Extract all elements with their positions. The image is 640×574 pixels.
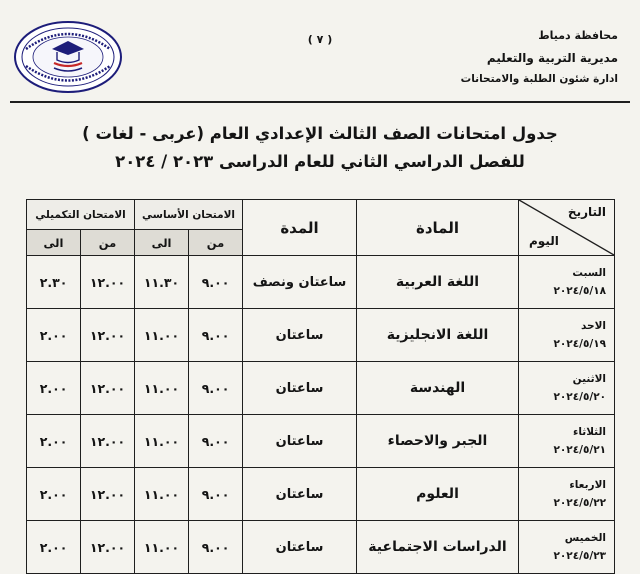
directorate-name: مديرية التربية والتعليم — [486, 51, 618, 65]
table-row — [27, 415, 615, 468]
basic-to-cell: ١١.٠٠ — [135, 362, 189, 415]
makeup-to-cell: ٢.٣٠ — [27, 256, 81, 309]
basic-exam-header: الامتحان الأساسي — [135, 200, 243, 230]
subject-cell: اللغة العربية — [357, 256, 519, 309]
subject-header: المادة — [357, 200, 519, 256]
date-day-header — [519, 200, 615, 256]
day-name: السبت — [572, 267, 607, 279]
subject-cell: الدراسات الاجتماعية — [357, 521, 519, 574]
makeup-from-cell: ١٢.٠٠ — [81, 468, 135, 521]
makeup-from-cell: ١٢.٠٠ — [81, 256, 135, 309]
date-cell — [519, 309, 615, 362]
subject-cell: اللغة الانجليزية — [357, 309, 519, 362]
duration-cell: ساعتان — [243, 309, 357, 362]
subject-cell: الجبر والاحصاء — [357, 415, 519, 468]
makeup-from-header: من — [81, 230, 135, 256]
makeup-to-cell: ٢.٠٠ — [27, 521, 81, 574]
makeup-to-cell: ٢.٠٠ — [27, 362, 81, 415]
date-cell — [519, 256, 615, 309]
header-rule — [10, 101, 630, 103]
table-row — [27, 362, 615, 415]
exam-date: ٢٠٢٤/٥/٢٢ — [553, 497, 607, 509]
exam-date: ٢٠٢٤/٥/٢٣ — [553, 550, 607, 562]
basic-to-header: الى — [135, 230, 189, 256]
makeup-to-cell: ٢.٠٠ — [27, 468, 81, 521]
basic-to-cell: ١١.٠٠ — [135, 468, 189, 521]
table-row — [27, 309, 615, 362]
makeup-from-cell: ١٢.٠٠ — [81, 362, 135, 415]
duration-cell: ساعتان — [243, 362, 357, 415]
duration-cell: ساعتان ونصف — [243, 256, 357, 309]
makeup-from-cell: ١٢.٠٠ — [81, 309, 135, 362]
date-header-label: التاريخ — [567, 205, 607, 219]
makeup-exam-header: الامتحان التكميلي — [27, 200, 135, 230]
basic-from-cell: ٩.٠٠ — [189, 362, 243, 415]
subject-cell: الهندسة — [357, 362, 519, 415]
exam-date: ٢٠٢٤/٥/٢٠ — [553, 391, 607, 403]
subject-cell: العلوم — [357, 468, 519, 521]
schedule-subtitle: للفصل الدراسي الثاني للعام الدراسى ٢٠٢٣ / ٢٠٢٤ — [115, 152, 525, 171]
makeup-from-cell: ١٢.٠٠ — [81, 521, 135, 574]
department-name: ادارة شئون الطلبة والامتحانات — [460, 73, 618, 85]
basic-from-cell: ٩.٠٠ — [189, 256, 243, 309]
makeup-to-cell: ٢.٠٠ — [27, 309, 81, 362]
exam-date: ٢٠٢٤/٥/١٨ — [553, 285, 607, 297]
page-number: ( ٧ ) — [307, 33, 333, 46]
table-row — [27, 521, 615, 574]
directorate-seal-logo — [12, 19, 124, 95]
basic-to-cell: ١١.٣٠ — [135, 256, 189, 309]
makeup-to-cell: ٢.٠٠ — [27, 415, 81, 468]
day-name: الاربعاء — [569, 479, 607, 491]
makeup-to-header: الى — [27, 230, 81, 256]
duration-cell: ساعتان — [243, 415, 357, 468]
exam-date: ٢٠٢٤/٥/٢١ — [553, 444, 607, 456]
day-name: الاثنين — [572, 373, 607, 385]
makeup-from-cell: ١٢.٠٠ — [81, 415, 135, 468]
duration-cell: ساعتان — [243, 521, 357, 574]
table-row — [27, 256, 615, 309]
schedule-title: جدول امتحانات الصف الثالث الإعدادي العام (عربى - لغات ) — [82, 124, 558, 143]
date-cell — [519, 415, 615, 468]
governorate-name: محافظة دمياط — [538, 29, 618, 42]
day-name: الخميس — [564, 532, 607, 544]
date-cell — [519, 521, 615, 574]
basic-to-cell: ١١.٠٠ — [135, 309, 189, 362]
duration-header: المدة — [243, 200, 357, 256]
basic-from-header: من — [189, 230, 243, 256]
issuer-header — [418, 30, 618, 85]
table-row — [27, 468, 615, 521]
basic-from-cell: ٩.٠٠ — [189, 415, 243, 468]
date-cell — [519, 468, 615, 521]
day-name: الاحد — [580, 320, 607, 332]
date-cell — [519, 362, 615, 415]
basic-to-cell: ١١.٠٠ — [135, 521, 189, 574]
basic-from-cell: ٩.٠٠ — [189, 468, 243, 521]
basic-to-cell: ١١.٠٠ — [135, 415, 189, 468]
basic-from-cell: ٩.٠٠ — [189, 521, 243, 574]
day-name: الثلاثاء — [572, 426, 607, 438]
exam-schedule-table — [26, 199, 614, 574]
duration-cell: ساعتان — [243, 468, 357, 521]
basic-from-cell: ٩.٠٠ — [189, 309, 243, 362]
day-header-label: اليوم — [529, 234, 559, 248]
exam-date: ٢٠٢٤/٥/١٩ — [553, 338, 607, 350]
